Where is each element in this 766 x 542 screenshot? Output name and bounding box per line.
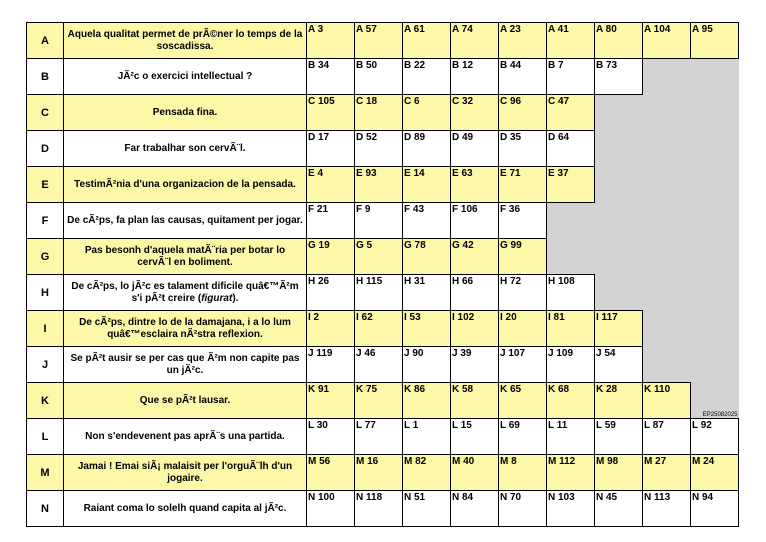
answer-cell[interactable]: M 24 [691, 455, 739, 491]
answer-cell[interactable]: C 6 [403, 95, 451, 131]
answer-cell[interactable]: L 30 [307, 419, 355, 455]
answer-cell[interactable]: L 59 [595, 419, 643, 455]
answer-cell[interactable]: L 92 [691, 419, 739, 455]
empty-cell [643, 203, 691, 239]
answer-cell[interactable]: M 16 [355, 455, 403, 491]
clue-row [27, 23, 739, 59]
empty-cell [643, 167, 691, 203]
clue-text: De cÃ²ps, fa plan las causas, quitament per jogar. [64, 203, 307, 239]
answer-cell[interactable]: N 51 [403, 491, 451, 527]
answer-cell[interactable]: N 103 [547, 491, 595, 527]
answer-cell[interactable]: B 50 [355, 59, 403, 95]
empty-cell [691, 311, 739, 347]
answer-cell[interactable]: M 40 [451, 455, 499, 491]
clue-text: De cÃ²ps, lo jÃ²c es talament dificile quâ€™Ã²m s'i pÃ²t creire (figurat). [64, 275, 307, 311]
answer-cell[interactable]: E 71 [499, 167, 547, 203]
answer-cell[interactable]: M 56 [307, 455, 355, 491]
clue-row [27, 167, 739, 203]
answer-cell[interactable]: A 3 [307, 23, 355, 59]
answer-cell[interactable]: F 43 [403, 203, 451, 239]
empty-cell [595, 95, 643, 131]
empty-cell [595, 275, 643, 311]
answer-cell[interactable]: E 4 [307, 167, 355, 203]
empty-cell [691, 95, 739, 131]
empty-cell [643, 275, 691, 311]
empty-cell [691, 167, 739, 203]
answer-cell[interactable]: L 1 [403, 419, 451, 455]
answer-cell[interactable]: L 15 [451, 419, 499, 455]
answer-cell[interactable]: H 26 [307, 275, 355, 311]
answer-cell[interactable]: H 72 [499, 275, 547, 311]
answer-cell[interactable]: C 47 [547, 95, 595, 131]
row-letter: F [27, 203, 64, 239]
answer-cell[interactable]: L 69 [499, 419, 547, 455]
empty-cell [643, 347, 691, 383]
answer-cell[interactable]: F 9 [355, 203, 403, 239]
answer-cell[interactable]: J 46 [355, 347, 403, 383]
empty-cell [643, 131, 691, 167]
clue-row [27, 203, 739, 239]
answer-cell[interactable]: E 14 [403, 167, 451, 203]
row-letter: K [27, 383, 64, 419]
answer-cell[interactable]: B 12 [451, 59, 499, 95]
answer-cell[interactable]: A 74 [451, 23, 499, 59]
answer-cell[interactable]: N 70 [499, 491, 547, 527]
answer-cell[interactable]: N 100 [307, 491, 355, 527]
empty-cell [595, 131, 643, 167]
clue-row [27, 491, 739, 527]
clue-text: Non s'endevenent pas aprÃ¨s una partida. [64, 419, 307, 455]
answer-cell[interactable]: H 115 [355, 275, 403, 311]
answer-cell[interactable]: A 23 [499, 23, 547, 59]
clue-text: Pas besonh d'aquela matÃ¨ria per botar lo cervÃ¨l en boliment. [64, 239, 307, 275]
empty-cell [547, 239, 595, 275]
answer-cell[interactable]: K 110 [643, 383, 691, 419]
answer-cell[interactable]: C 96 [499, 95, 547, 131]
empty-cell [691, 203, 739, 239]
answer-cell[interactable]: J 39 [451, 347, 499, 383]
puzzle-code: EP25082025 [702, 412, 738, 418]
answer-cell[interactable]: J 109 [547, 347, 595, 383]
answer-cell[interactable]: H 66 [451, 275, 499, 311]
answer-cell[interactable]: N 118 [355, 491, 403, 527]
answer-cell[interactable]: M 8 [499, 455, 547, 491]
empty-cell [547, 203, 595, 239]
answer-cell[interactable]: H 31 [403, 275, 451, 311]
clue-row [27, 311, 739, 347]
answer-cell[interactable]: C 32 [451, 95, 499, 131]
answer-cell[interactable]: J 54 [595, 347, 643, 383]
answer-cell[interactable]: K 75 [355, 383, 403, 419]
row-letter: D [27, 131, 64, 167]
answer-cell[interactable]: E 93 [355, 167, 403, 203]
row-letter: N [27, 491, 64, 527]
clue-text: JÃ²c o exercici intellectual ? [64, 59, 307, 95]
answer-cell[interactable]: I 53 [403, 311, 451, 347]
answer-cell[interactable]: F 36 [499, 203, 547, 239]
empty-cell [595, 239, 643, 275]
empty-cell [643, 311, 691, 347]
clue-text: Pensada fina. [64, 95, 307, 131]
answer-cell[interactable]: N 113 [643, 491, 691, 527]
answer-cell[interactable]: N 45 [595, 491, 643, 527]
answer-cell[interactable]: K 86 [403, 383, 451, 419]
answer-cell[interactable]: L 77 [355, 419, 403, 455]
clue-row [27, 275, 739, 311]
row-letter: A [27, 23, 64, 59]
empty-cell [691, 131, 739, 167]
empty-cell [691, 239, 739, 275]
answer-cell[interactable]: B 44 [499, 59, 547, 95]
answer-cell[interactable]: J 107 [499, 347, 547, 383]
empty-cell [691, 275, 739, 311]
answer-cell[interactable]: G 78 [403, 239, 451, 275]
row-letter: H [27, 275, 64, 311]
answer-cell[interactable]: M 82 [403, 455, 451, 491]
answer-cell[interactable]: K 68 [547, 383, 595, 419]
clue-row [27, 59, 739, 95]
clue-text: Far trabalhar son cervÃ¨l. [64, 131, 307, 167]
empty-cell [691, 347, 739, 383]
empty-cell [643, 95, 691, 131]
answer-cell[interactable]: B 7 [547, 59, 595, 95]
clue-text: Se pÃ²t ausir se per cas que Ã²m non capite pas un jÃ²c. [64, 347, 307, 383]
empty-cell [595, 167, 643, 203]
answer-cell[interactable]: E 37 [547, 167, 595, 203]
row-letter: J [27, 347, 64, 383]
answer-cell[interactable]: A 80 [595, 23, 643, 59]
clue-text: Jamai ! Emai siÃ¡ malaisit per l'orguÃ¨lh d'un jogaire. [64, 455, 307, 491]
answer-cell[interactable]: M 112 [547, 455, 595, 491]
row-letter: G [27, 239, 64, 275]
clue-text: TestimÃ²nia d'una organizacion de la pensada. [64, 167, 307, 203]
answer-cell[interactable]: A 41 [547, 23, 595, 59]
answer-cell[interactable]: J 90 [403, 347, 451, 383]
answer-cell[interactable]: M 27 [643, 455, 691, 491]
answer-cell[interactable]: L 87 [643, 419, 691, 455]
answer-cell[interactable]: J 119 [307, 347, 355, 383]
answer-cell[interactable]: A 104 [643, 23, 691, 59]
crossword-clue-grid [26, 22, 738, 530]
answer-cell[interactable]: G 5 [355, 239, 403, 275]
answer-cell[interactable]: B 22 [403, 59, 451, 95]
answer-cell[interactable]: I 117 [595, 311, 643, 347]
clue-text: Aquela qualitat permet de prÃ©ner lo temps de la soscadissa. [64, 23, 307, 59]
clue-row [27, 419, 739, 455]
answer-cell[interactable]: F 106 [451, 203, 499, 239]
answer-cell[interactable]: L 11 [547, 419, 595, 455]
row-letter: E [27, 167, 64, 203]
answer-cell[interactable]: K 58 [451, 383, 499, 419]
answer-cell[interactable]: I 62 [355, 311, 403, 347]
clue-row [27, 95, 739, 131]
row-letter: I [27, 311, 64, 347]
clue-row [27, 347, 739, 383]
row-letter: C [27, 95, 64, 131]
answer-cell[interactable]: D 64 [547, 131, 595, 167]
answer-cell[interactable]: D 17 [307, 131, 355, 167]
clue-text: Raiant coma lo solelh quand capita al jÃ²c. [64, 491, 307, 527]
clue-row [27, 383, 739, 419]
answer-cell[interactable]: G 99 [499, 239, 547, 275]
clue-table [26, 22, 739, 527]
answer-cell[interactable]: K 65 [499, 383, 547, 419]
clue-text: De cÃ²ps, dintre lo de la damajana, i a lo lum quâ€™esclaira nÃ²stra reflexion. [64, 311, 307, 347]
answer-cell[interactable]: D 35 [499, 131, 547, 167]
clue-row [27, 131, 739, 167]
answer-cell[interactable]: G 19 [307, 239, 355, 275]
answer-cell[interactable]: C 105 [307, 95, 355, 131]
answer-cell[interactable]: A 57 [355, 23, 403, 59]
row-letter: B [27, 59, 64, 95]
clue-row [27, 239, 739, 275]
row-letter: L [27, 419, 64, 455]
answer-cell[interactable]: A 61 [403, 23, 451, 59]
answer-cell[interactable]: F 21 [307, 203, 355, 239]
empty-cell [595, 203, 643, 239]
answer-cell[interactable]: B 73 [595, 59, 643, 95]
row-letter: M [27, 455, 64, 491]
answer-cell[interactable]: C 18 [355, 95, 403, 131]
clue-text: Que se pÃ²t lausar. [64, 383, 307, 419]
answer-cell[interactable]: I 102 [451, 311, 499, 347]
answer-cell[interactable]: D 52 [355, 131, 403, 167]
answer-cell[interactable]: I 81 [547, 311, 595, 347]
answer-cell[interactable]: A 95 [691, 23, 739, 59]
answer-cell[interactable]: D 49 [451, 131, 499, 167]
answer-cell[interactable]: N 94 [691, 491, 739, 527]
empty-cell [691, 59, 739, 95]
answer-cell[interactable]: I 20 [499, 311, 547, 347]
answer-cell[interactable]: G 42 [451, 239, 499, 275]
answer-cell[interactable]: B 34 [307, 59, 355, 95]
answer-cell[interactable]: I 2 [307, 311, 355, 347]
empty-cell [691, 383, 739, 419]
answer-cell[interactable]: K 91 [307, 383, 355, 419]
answer-cell[interactable]: M 98 [595, 455, 643, 491]
answer-cell[interactable]: N 84 [451, 491, 499, 527]
answer-cell[interactable]: K 28 [595, 383, 643, 419]
answer-cell[interactable]: H 108 [547, 275, 595, 311]
empty-cell [643, 59, 691, 95]
empty-cell [643, 239, 691, 275]
clue-row [27, 455, 739, 491]
answer-cell[interactable]: D 89 [403, 131, 451, 167]
answer-cell[interactable]: E 63 [451, 167, 499, 203]
